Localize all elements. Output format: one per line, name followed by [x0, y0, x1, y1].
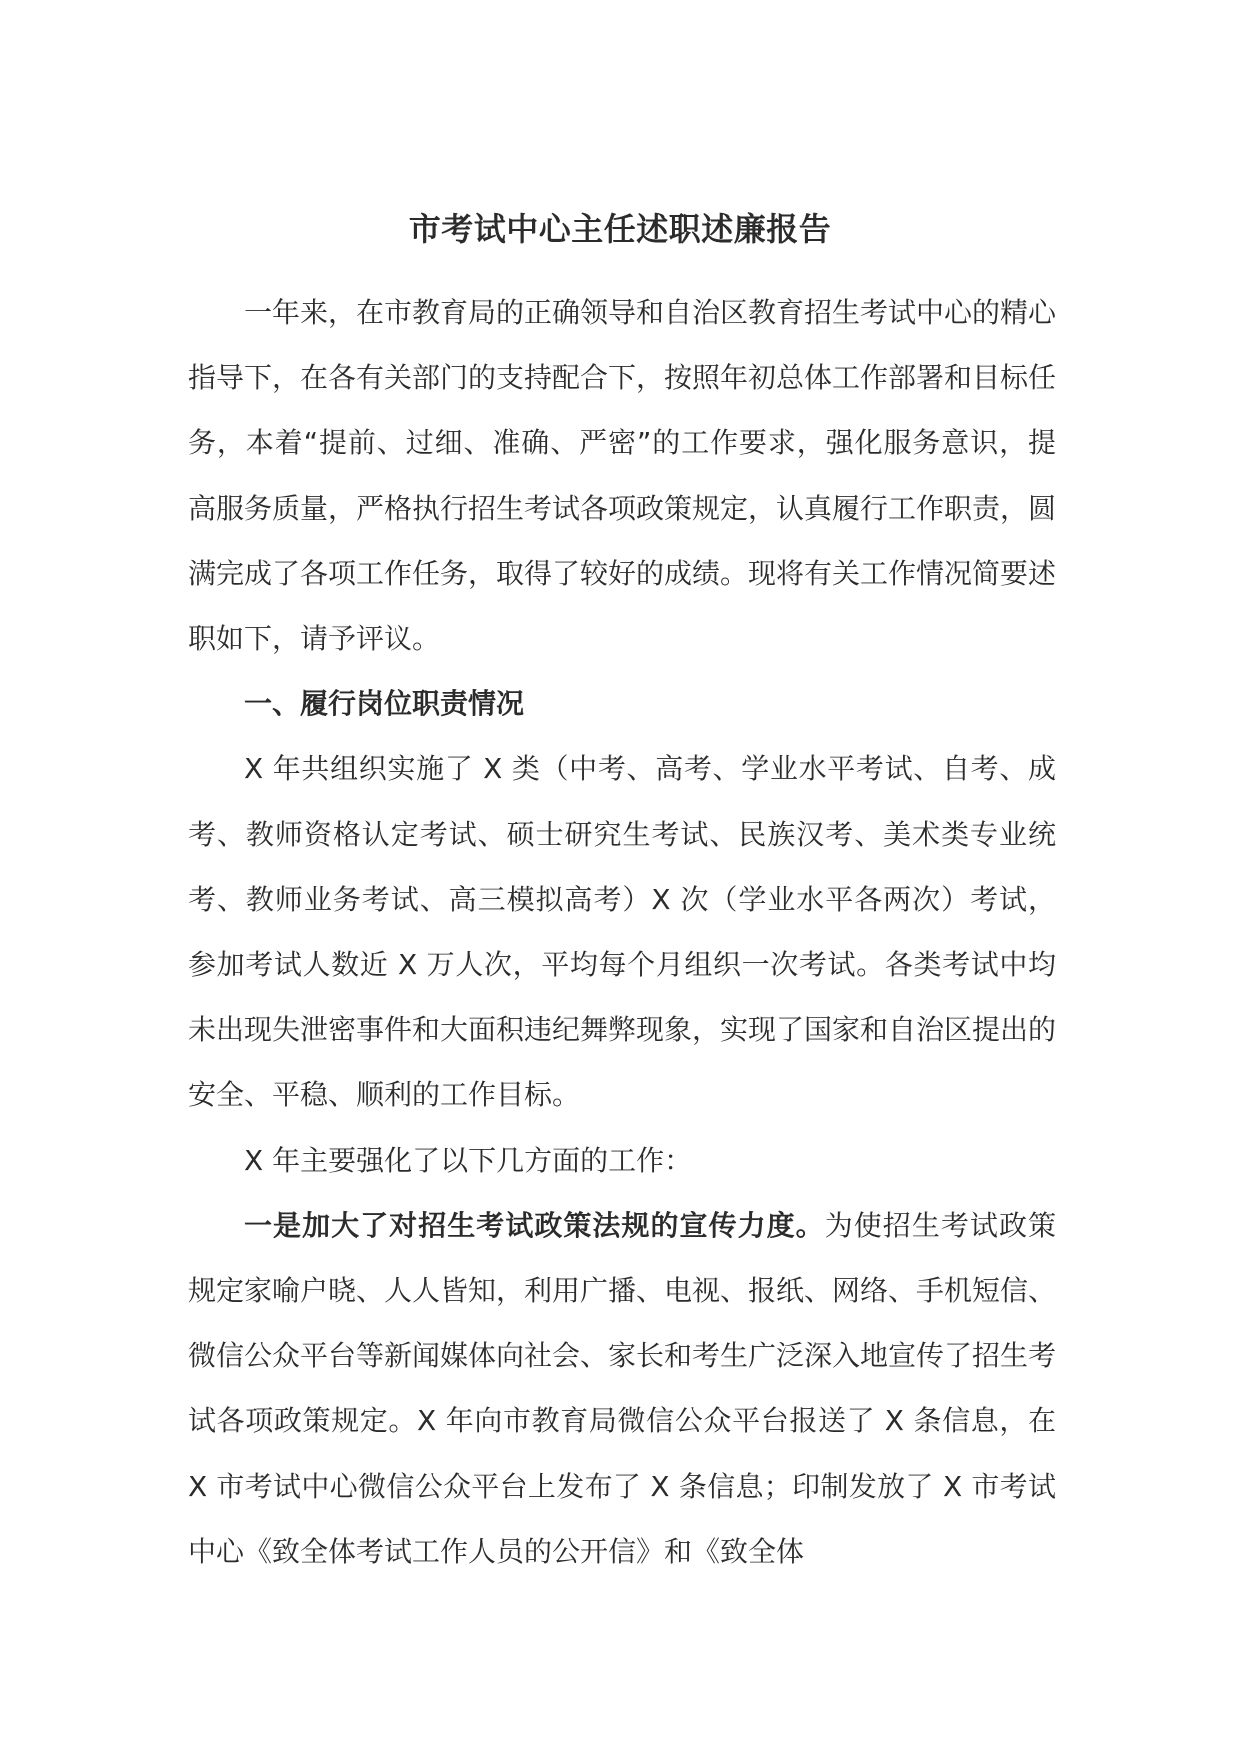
body-paragraph: X 年主要强化了以下几方面的工作： — [244, 1143, 693, 1177]
body-paragraph: X 年共组织实施了 X 类（中考、高考、学业水平考试、自考、成考、教师资格认定考试、硕士研究生考试、民族汉考、美术类专业统考、教师业务考试、高三模拟高考）X 次（学业水平各两次）考试，参加考试人数近 X 万人次，平均每个月组织一次考试。各类考试中均未出现失泄密事件和大面积违纪舞弊现象，实现了国家和自治区提出的安全、平稳、顺利的工作目标。 — [188, 752, 1057, 1112]
document-body — [188, 280, 1056, 1584]
intro-paragraph: 一年来，在市教育局的正确领导和自治区教育招生考试中心的精心指导下，在各有关部门的支持配合下，按照年初总体工作部署和目标任务，本着“提前、过细、准确、严密”的工作要求，强化服务意识，提高服务质量，严格执行招生考试各项政策规定，认真履行工作职责，圆满完成了各项工作任务，取得了较好的成绩。现将有关工作情况简要述职如下，请予评议。 — [188, 296, 1057, 656]
list-item-paragraph — [188, 1193, 1056, 1584]
document-title: 市考试中心主任述职述廉报告 — [408, 210, 832, 248]
section-heading: 一、履行岗位职责情况 — [244, 687, 525, 721]
item-lead-text: 一是加大了对招生考试政策法规的宣传力度。 — [244, 1208, 825, 1242]
item-body-text: 为使招生考试政策规定家喻户晓、人人皆知，利用广播、电视、报纸、网络、手机短信、微信公众平台等新闻媒体向社会、家长和考生广泛深入地宣传了招生考试各项政策规定。X 年向市教育局微信公众平台报送了 X 条信息，在 X 市考试中心微信公众平台上发布了 X 条信息；印制发放了 X 市考试中心《致全体考试工作人员的公开信》和《致全体 — [188, 1208, 1057, 1568]
